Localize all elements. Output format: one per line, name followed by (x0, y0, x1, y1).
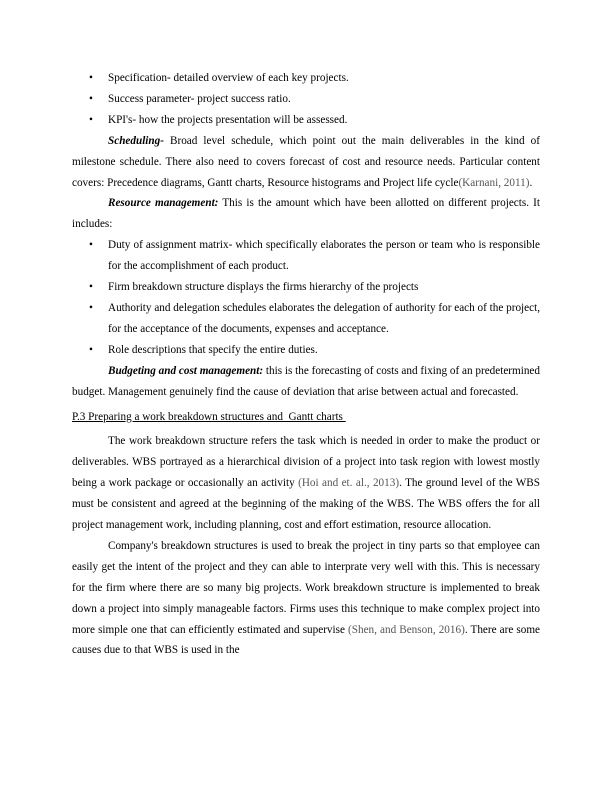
list-item-text: Duty of assignment matrix- which specifically elaborates the person or team who is responsible for the accomplishment of each product. (108, 239, 540, 273)
breakdown-text-before: Company's breakdown structures is used to break the project in tiny parts so that employee can easily get the intent of the project and they can able to interprate very well with this. This is necessary for the firm where there are so many big projects. Work breakdown structure is implemented to break down a project into simply manageable factors. Firms uses this technique to make complex project into more simple one that can efficiently estimated and supervise (72, 539, 540, 636)
list-item (72, 277, 540, 298)
resource-text: This is the amount which have been allotted on different projects. It includes: (72, 197, 540, 231)
wbs-paragraph (72, 431, 540, 536)
scheduling-text: Broad level schedule, which point out the main deliverables in the kind of milestone schedule. There also need to covers forecast of cost and resource needs. Particular content covers: Precedence diagrams, Gantt charts, Resource histograms and Project life cycle (72, 134, 540, 189)
bullet-icon: • (89, 72, 93, 84)
budgeting-label: Budgeting and cost management: (108, 364, 264, 377)
scheduling-end: . (529, 176, 533, 189)
list-item-text: Role descriptions that specify the entire duties. (108, 343, 318, 356)
list-item-text: Authority and delegation schedules elaborates the delegation of authority for each of the project, for the acceptance of the documents, expenses and acceptance. (108, 301, 540, 335)
resource-paragraph (72, 193, 540, 235)
budgeting-text: this is the forecasting of costs and fixing of an predetermined budget. Management genuinely find the cause of deviation that arise between actual and forecasted. (72, 364, 540, 398)
list-item-text: KPI's- how the projects presentation will be assessed. (108, 113, 348, 126)
list-item (72, 89, 540, 110)
citation: (Hoi and et. al., 2013) (298, 477, 400, 490)
bullet-icon: • (89, 281, 93, 294)
list-item-text: Success parameter- project success ratio. (108, 92, 291, 105)
bullet-icon: • (89, 239, 93, 252)
citation: (Shen, and Benson, 2016) (348, 623, 465, 636)
wbs-text-before: The work breakdown structure refers the task which is needed in order to make the product or deliverables. WBS portrayed as a hierarchical division of a project into task region with lowest mostly being a work package or occasionally an activity (72, 435, 540, 490)
key-projects-list (72, 68, 540, 131)
resource-list (72, 235, 540, 360)
section-heading: P.3 Preparing a work breakdown structures and Gantt charts (72, 410, 346, 423)
budgeting-paragraph (72, 361, 540, 403)
list-item (72, 340, 540, 361)
list-item (72, 298, 540, 340)
list-item (72, 68, 540, 89)
breakdown-text-after: . There are some causes due to that WBS is used in the (72, 623, 541, 657)
list-item-text: Firm breakdown structure displays the firms hierarchy of the projects (108, 281, 419, 294)
bullet-icon: • (89, 301, 93, 314)
wbs-text-after: . The ground level of the WBS must be consistent and agreed at the beginning of the making of the WBS. The WBS offers the for all project management work, including planning, cost and effort estimation, resource allocation. (72, 477, 540, 532)
scheduling-paragraph (72, 131, 540, 194)
document-page (72, 68, 540, 661)
list-item (72, 110, 540, 131)
resource-label: Resource management: (108, 197, 219, 210)
breakdown-paragraph (72, 536, 540, 661)
bullet-icon: • (89, 113, 93, 126)
scheduling-label: Scheduling- (108, 134, 164, 147)
citation: (Karnani, 2011) (458, 176, 530, 189)
list-item (72, 235, 540, 277)
bullet-icon: • (89, 92, 93, 105)
list-item-text: Specification- detailed overview of each key projects. (108, 72, 349, 84)
bullet-icon: • (89, 343, 93, 356)
